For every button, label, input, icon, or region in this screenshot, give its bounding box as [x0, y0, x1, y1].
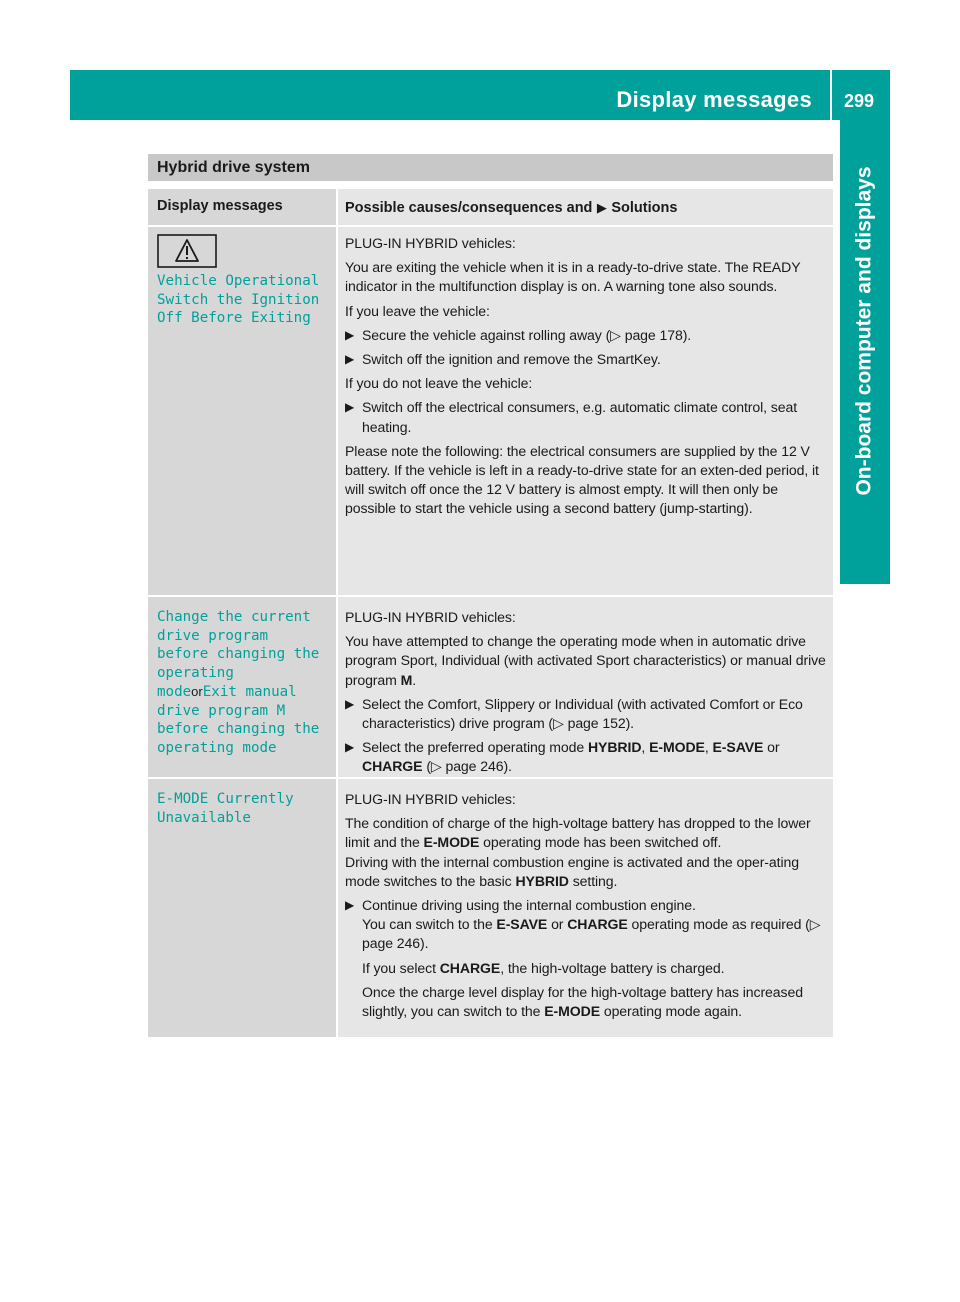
- message-line: Off Before Exiting: [157, 310, 311, 327]
- paragraph: If you do not leave the vehicle:: [345, 375, 533, 392]
- column-header-causes: Possible causes/consequences and: [345, 200, 593, 216]
- instruction-step: [345, 896, 826, 1021]
- display-message-text: [157, 272, 328, 328]
- message-line: Vehicle Operational: [157, 273, 320, 289]
- step-text: Switch off the ignition and remove the SmartKey.: [362, 351, 661, 368]
- header-section-title: Display messages: [616, 87, 812, 112]
- bold-term: HYBRID: [515, 872, 569, 889]
- bold-term: E-MODE: [544, 1003, 600, 1020]
- text-fragment: or: [767, 739, 780, 756]
- bold-term: E-MODE: [423, 834, 480, 851]
- step-arrow-icon: ▶: [345, 898, 355, 913]
- text-fragment: If you select: [362, 959, 436, 976]
- table-header-row: [148, 189, 833, 227]
- paragraph: [345, 632, 826, 690]
- text-fragment: You can switch to the: [362, 916, 493, 933]
- paragraph: PLUG-IN HYBRID vehicles:: [345, 791, 516, 807]
- display-messages-table: [148, 189, 833, 1037]
- solution-arrow-icon: ▶: [596, 200, 607, 215]
- message-line: Switch the Ignition: [157, 291, 320, 308]
- text-fragment: operating mode again.: [603, 1003, 742, 1020]
- message-line: drive program: [157, 627, 269, 644]
- solution-cell: [338, 227, 833, 595]
- warning-triangle-icon: [157, 234, 217, 268]
- step-line: Continue driving using the internal combustion engine.: [362, 897, 696, 914]
- header-divider: [830, 70, 832, 120]
- text-fragment: The condition of charge of the high-voltage battery has dropped to the lower limit and the: [345, 815, 811, 851]
- paragraph: Please note the following: the electrical consumers are supplied by the 12 V battery. If the vehicle is left in a ready-to-drive state for an exten-ded period, it will switch off once the 12 V battery is almost empty. It will then only be possible to start the vehicle using a second battery (jump-starting).: [345, 442, 819, 517]
- display-message-text: [157, 790, 328, 827]
- step-text: [362, 896, 826, 1021]
- message-fragment: mode: [157, 683, 192, 700]
- bold-term: CHARGE: [439, 959, 501, 976]
- step-line: [362, 983, 826, 1021]
- table-row: [148, 227, 833, 597]
- paragraph: You are exiting the vehicle when it is in a ready-to-drive state. The READY indicator in the multifunction display is on. A warning tone also sounds.: [345, 259, 801, 295]
- bold-term: E-MODE: [649, 739, 705, 756]
- text-fragment: setting.: [572, 872, 618, 889]
- step-text: Secure the vehicle against rolling away (▷ page 178).: [362, 326, 692, 343]
- paragraph: [345, 814, 826, 852]
- instruction-step: [345, 695, 826, 733]
- solution-cell: [338, 779, 833, 1037]
- column-header-solutions: Solutions: [611, 200, 678, 216]
- message-line: before changing the: [157, 646, 320, 663]
- text-fragment: .: [412, 671, 417, 688]
- instruction-step: [345, 350, 826, 369]
- message-line: Change the current: [157, 609, 311, 625]
- table-row: [148, 597, 833, 779]
- paragraph: [345, 853, 826, 891]
- message-line: operating mode: [157, 739, 277, 756]
- step-arrow-icon: ▶: [345, 352, 355, 367]
- text-fragment: You have attempted to change the operating mode when in automatic drive program Sport, Individual (with activated Sport characteristics) or manual drive program: [345, 633, 826, 688]
- instruction-step: [345, 398, 826, 436]
- text-fragment: (▷ page 246).: [426, 758, 512, 775]
- bold-term: CHARGE: [567, 916, 628, 933]
- paragraph: PLUG-IN HYBRID vehicles:: [345, 609, 516, 625]
- step-arrow-icon: ▶: [345, 696, 355, 711]
- column-header-display-messages: Display messages: [157, 198, 283, 214]
- chapter-side-label: [841, 121, 889, 541]
- bold-term: HYBRID: [587, 739, 642, 756]
- section-title: Hybrid drive system: [148, 154, 833, 181]
- display-message-text: [157, 608, 328, 758]
- or-connector: or: [191, 683, 203, 699]
- table-row: [148, 779, 833, 1037]
- step-arrow-icon: ▶: [345, 740, 355, 755]
- message-line: drive program M: [157, 702, 286, 719]
- message-fragment: Exit manual: [202, 683, 297, 700]
- step-arrow-icon: ▶: [345, 327, 355, 342]
- bold-term: E-SAVE: [712, 739, 764, 756]
- page-number: 299: [843, 91, 875, 111]
- bold-term: M: [400, 671, 413, 688]
- text-fragment: operating mode as required (▷ page 246).: [362, 916, 821, 952]
- step-text: Switch off the electrical consumers, e.g. automatic climate control, seat heating.: [362, 399, 798, 435]
- display-message-cell: [148, 597, 336, 777]
- text-fragment: Select the preferred operating mode: [362, 739, 585, 756]
- text-fragment: , the high-voltage battery is charged.: [500, 959, 725, 976]
- message-line: Unavailable: [157, 809, 251, 826]
- text-fragment: operating mode has been switched off.: [483, 834, 722, 851]
- text-fragment: or: [551, 916, 564, 933]
- text-fragment: Driving with the internal combustion engine is activated and the oper-ating mode switches to the basic: [345, 853, 799, 889]
- paragraph: PLUG-IN HYBRID vehicles:: [345, 235, 516, 251]
- message-line: E-MODE Currently: [157, 791, 294, 807]
- instruction-step: [345, 738, 826, 776]
- step-line: [362, 959, 826, 978]
- instruction-step: [345, 326, 826, 345]
- text-fragment: ,: [704, 739, 709, 756]
- step-text: [362, 738, 826, 776]
- solution-cell: [338, 597, 833, 777]
- step-text: Select the Comfort, Slippery or Individual (with activated Comfort or Eco characteristics) drive program (▷ page 152).: [362, 695, 803, 732]
- display-message-cell: [148, 779, 336, 1037]
- text-fragment: Once the charge level display for the high-voltage battery has increased slightly, you can switch to the: [362, 983, 803, 1020]
- chapter-side-label-text: On-board computer and displays: [853, 166, 876, 496]
- bold-term: CHARGE: [362, 758, 423, 775]
- display-message-cell: [148, 227, 336, 595]
- table-header-cell: [148, 189, 336, 225]
- table-header-cell: [338, 189, 833, 225]
- message-line: [157, 683, 328, 702]
- message-line: operating: [157, 665, 234, 682]
- step-line: [362, 915, 826, 953]
- text-fragment: ,: [641, 739, 646, 756]
- paragraph: If you leave the vehicle:: [345, 302, 490, 319]
- step-arrow-icon: ▶: [345, 400, 355, 415]
- bold-term: E-SAVE: [496, 916, 548, 933]
- page-header-bar: [70, 70, 890, 120]
- message-line: before changing the: [157, 721, 320, 738]
